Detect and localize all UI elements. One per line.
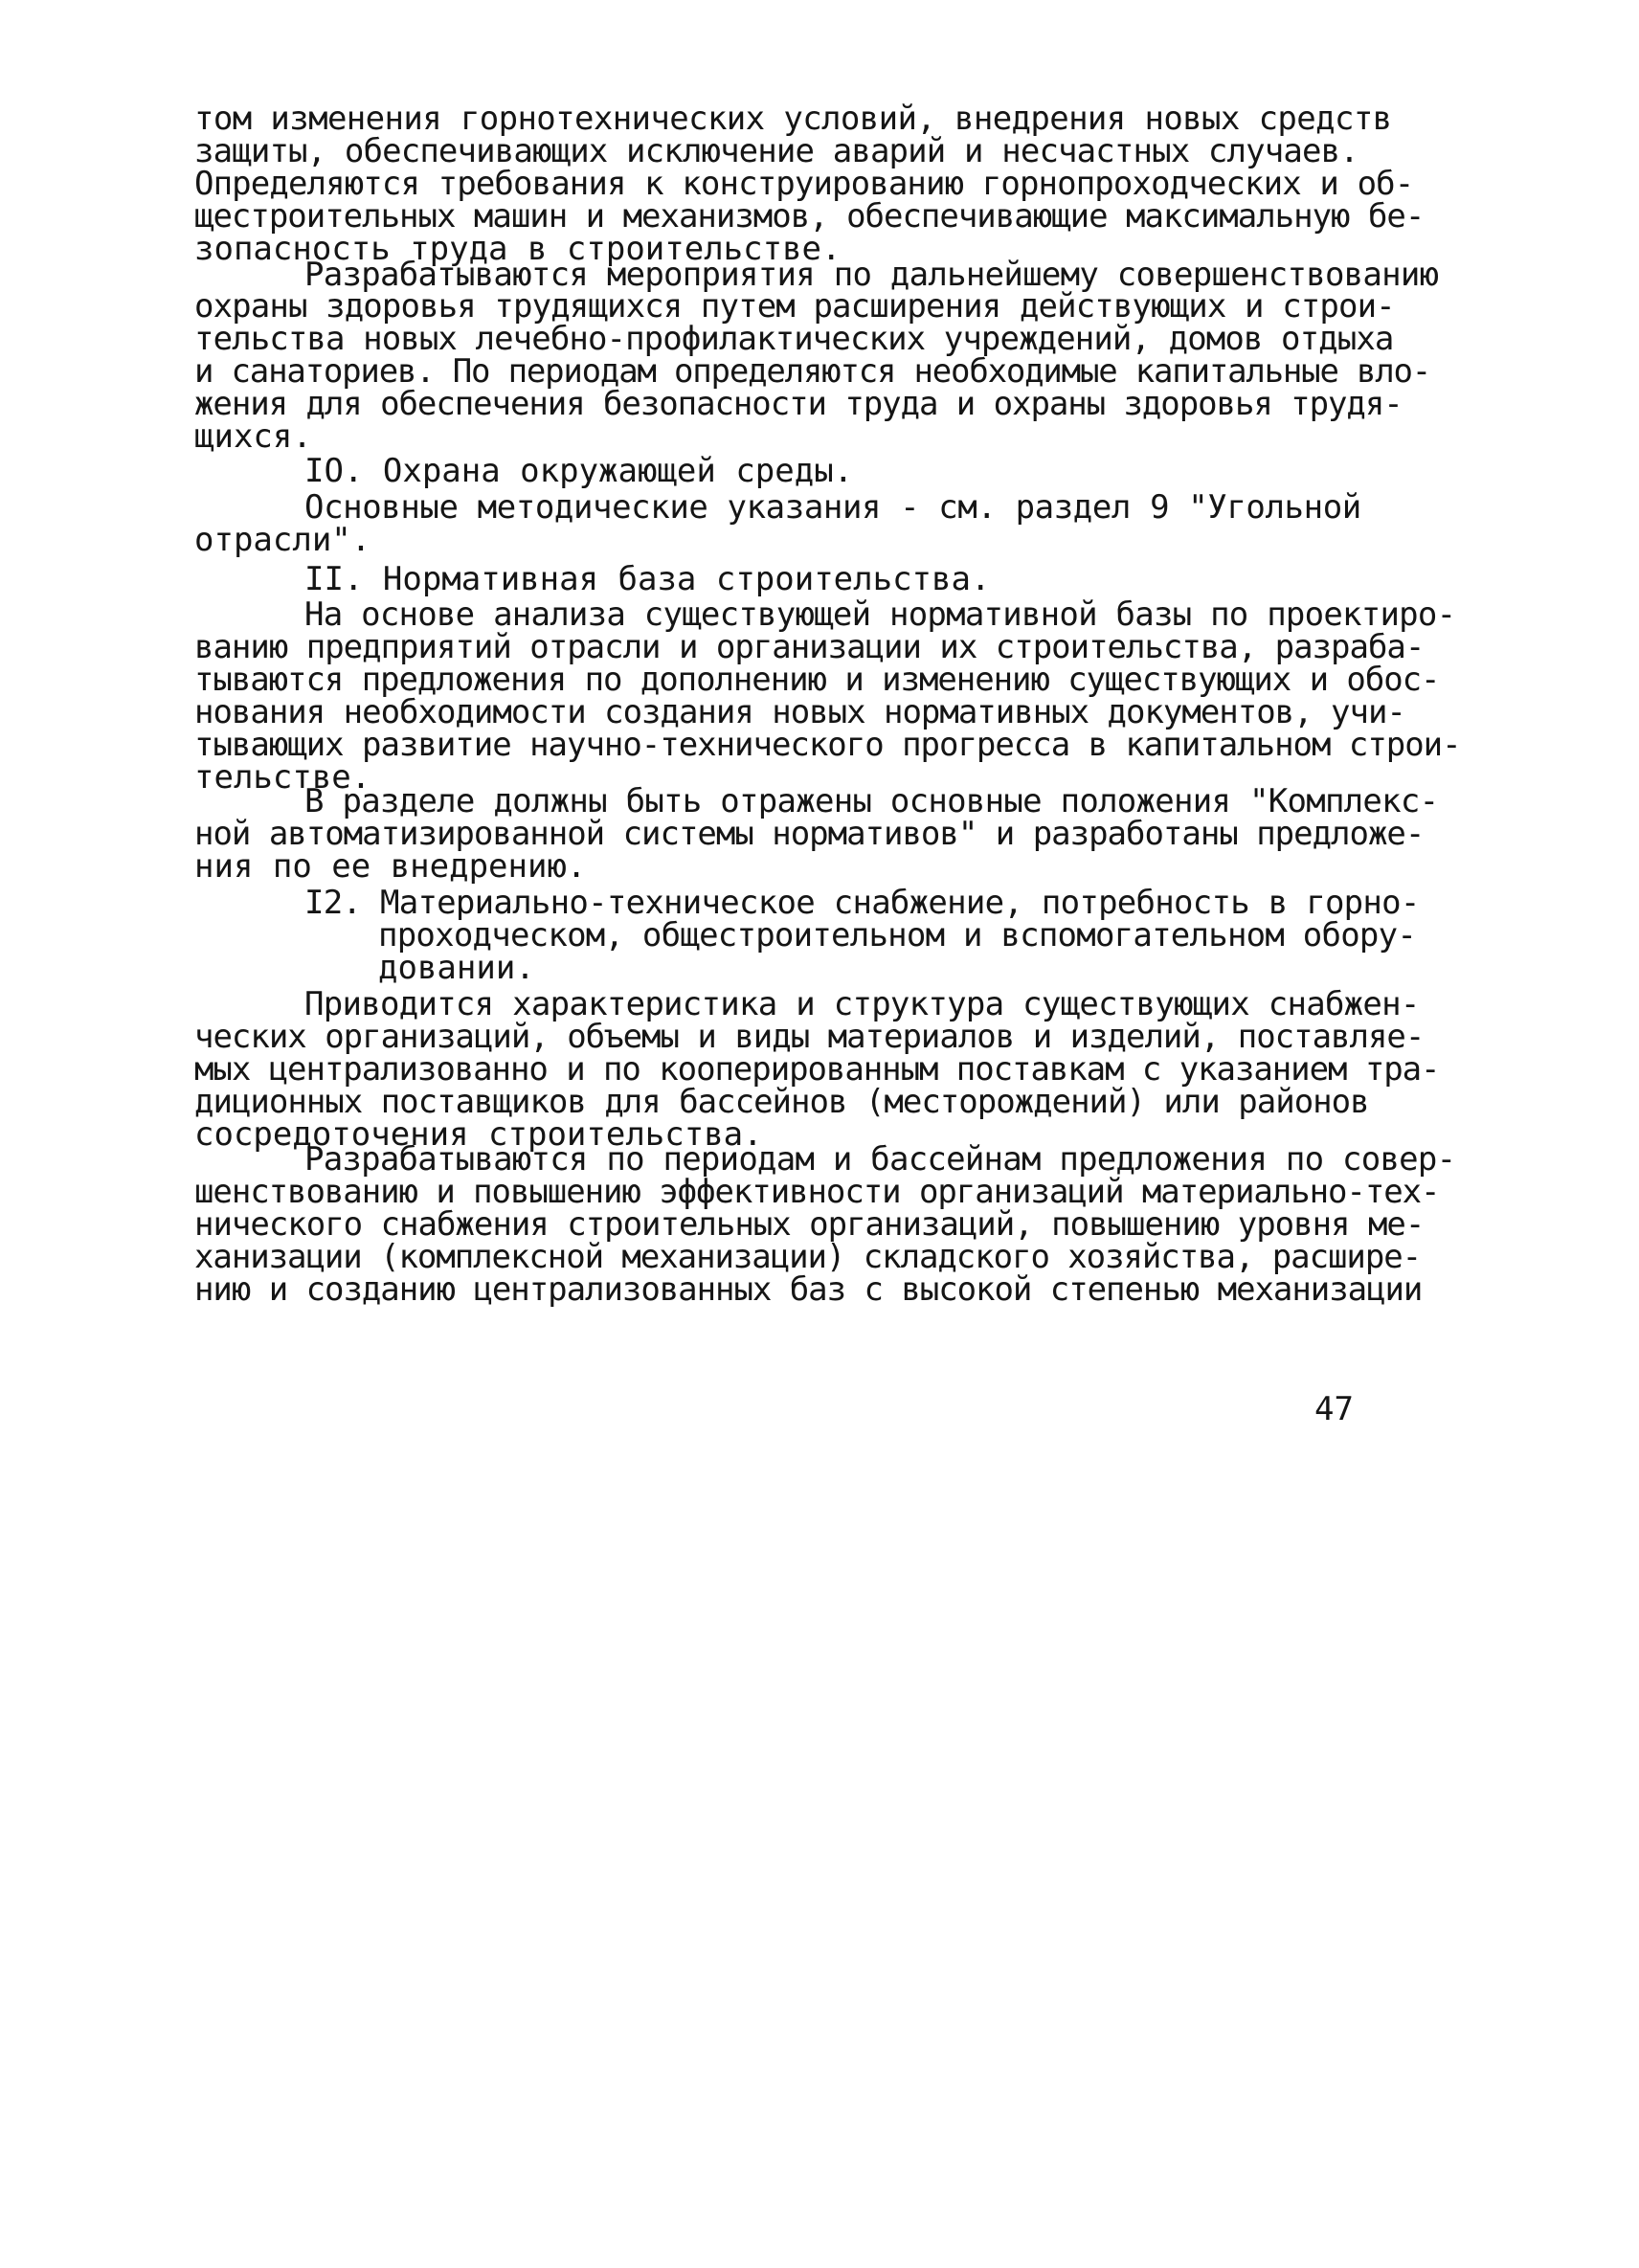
text-line: Разрабатываются мероприятия по дальнейшему совершенствованию [304,256,1439,294]
text-line: жения для обеспечения безопасности труда и охраны здоровья трудя- [194,385,1403,423]
text-line: отрасли". [194,521,371,559]
text-line: тельстве. [194,758,371,797]
text-line: том изменения горнотехнических условий, внедрения новых средств [194,100,1392,138]
text-line: В разделе должны быть отражены основные положения "Комплекс- [304,782,1439,820]
text-line: охраны здоровья трудящихся путем расширения действующих и строи- [194,287,1395,326]
text-line: диционных поставщиков для бассейнов (месторождений) или районов [194,1083,1369,1121]
text-line: нического снабжения строительных организаций, повышению уровня ме- [194,1205,1425,1244]
text-line: зопасность труда в строительстве. [194,230,842,268]
section-heading: II. Нормативная база строительства. [304,560,991,598]
text-line: На основе анализа существующей нормативной базы по проектиро- [304,595,1456,634]
section-heading: проходческом, общестроительном и вспомогательном обору- [378,916,1417,954]
text-line: тельства новых лечебно-профилактических учреждений, домов отдыха [194,320,1394,358]
section-heading: IO. Охрана окружающей среды. [304,452,854,490]
text-line: ния по ее внедрению. [194,847,587,886]
section-heading: I2. Материально-техническое снабжение, потребность в горно- [304,884,1420,922]
text-line: ной автоматизированной системы нормативов" и разработаны предложе- [194,815,1425,853]
text-line: мых централизованно и по кооперированным поставкам с указанием тра- [194,1050,1440,1089]
text-line: защиты, обеспечивающих исключение аварий и несчастных случаев. [194,132,1358,170]
text-line: ческих организаций, объемы и виды материалов и изделий, поставляе- [194,1018,1425,1056]
text-line: сосредоточения строительства. [194,1115,763,1154]
text-line: щихся. [194,417,312,456]
text-line: щестроительных машин и механизмов, обеспечивающие максимальную бе- [194,197,1425,236]
text-line: нию и созданию централизованных баз с высокой степенью механизации [194,1270,1423,1309]
text-line: шенствованию и повышению эффективности организаций материально-тех- [194,1173,1440,1211]
page-number: 47 [1314,1390,1354,1428]
text-line: ханизации (комплексной механизации) складского хозяйства, расшире- [194,1238,1422,1276]
text-line: и санаториев. По периодам определяются необходимые капитальные вло- [194,352,1431,391]
text-line: Разрабатываются по периодам и бассейнам предложения по совер- [304,1140,1456,1179]
text-line: Основные методические указания - см. раздел 9 "Угольной [304,488,1361,527]
text-line: тывающих развитие научно-технического прогресса в капитальном строи- [194,726,1461,764]
text-line: Определяются требования к конструированию горнопроходческих и об- [194,165,1414,203]
text-line: тываются предложения по дополнению и изменению существующих и обос- [194,661,1440,699]
section-heading: довании. [378,949,535,987]
text-line: нования необходимости создания новых нормативных документов, учи- [194,693,1405,731]
text-line: ванию предприятий отрасли и организации их строительства, разраба- [194,628,1425,666]
text-line: Приводится характеристика и структура существующих снабжен- [304,985,1420,1023]
